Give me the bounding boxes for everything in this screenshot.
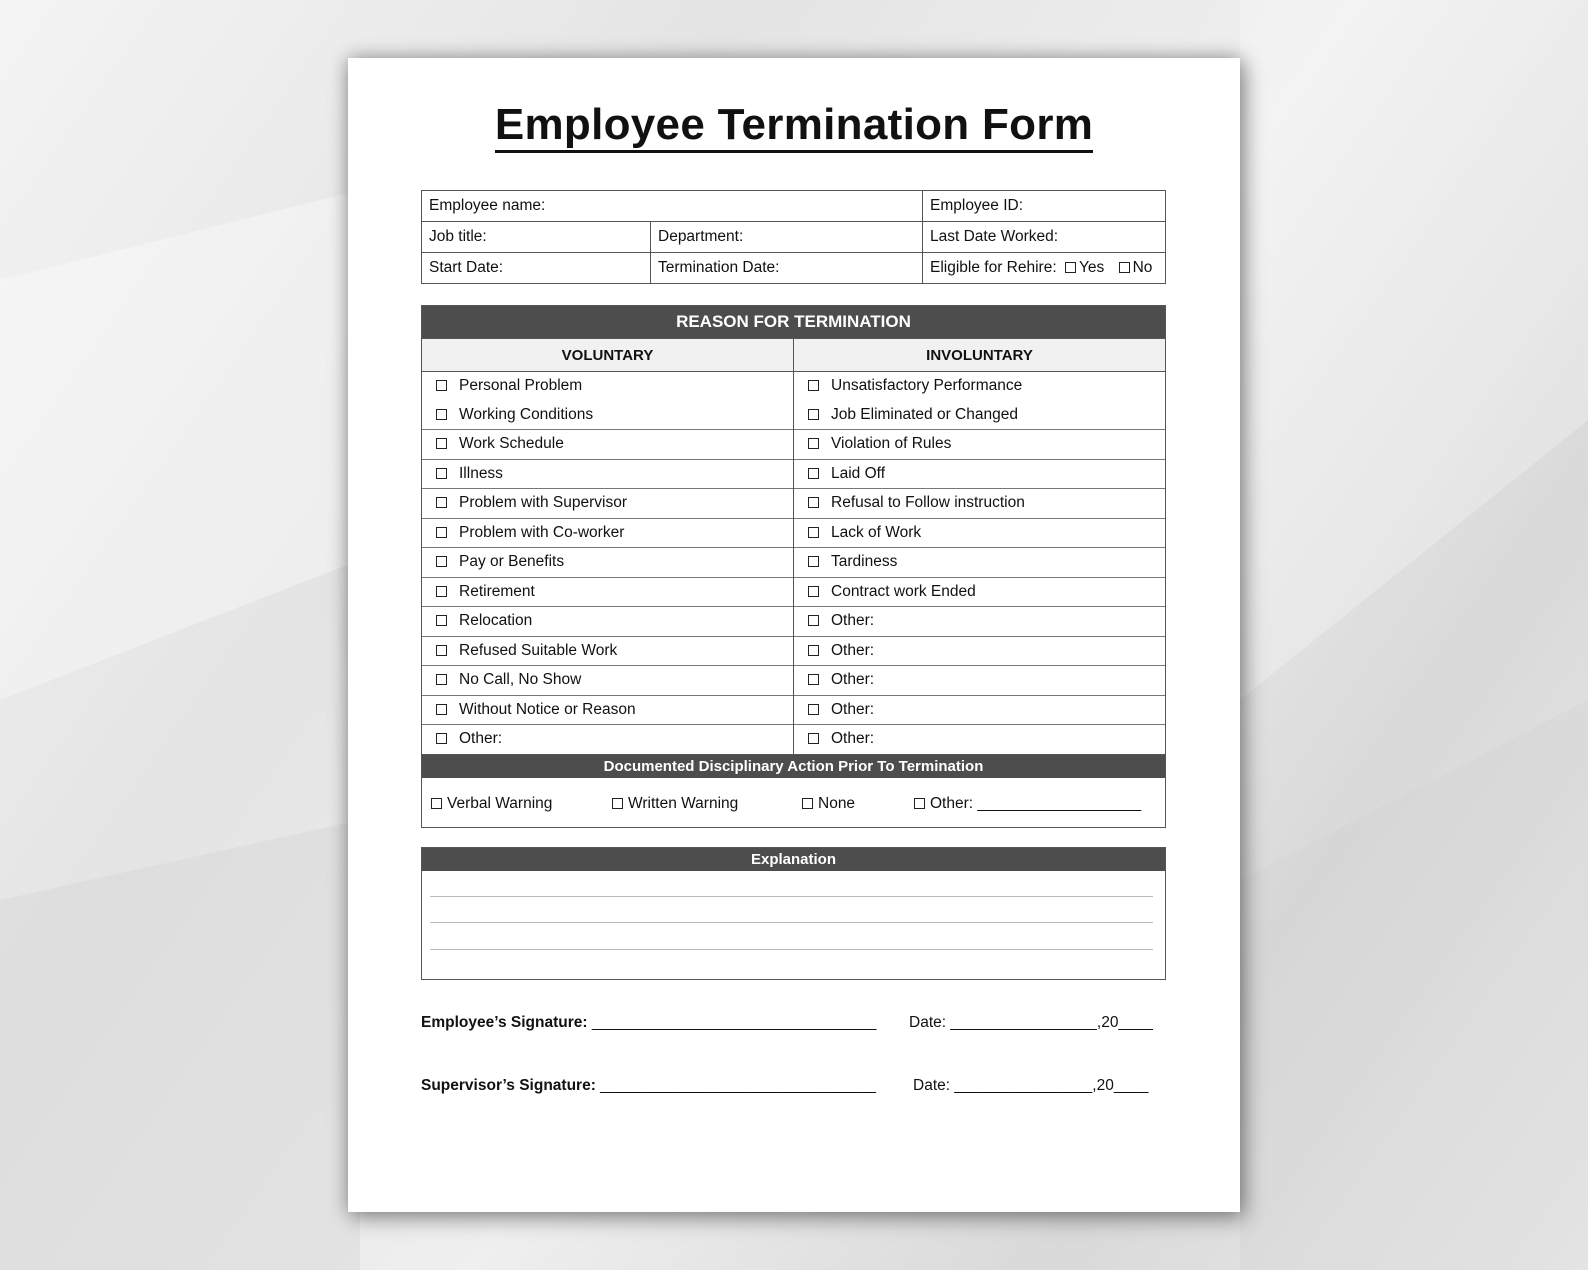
reason-checkbox[interactable]	[436, 380, 447, 391]
rehire-yes-label: Yes	[1078, 259, 1105, 276]
reason-label: Other:	[831, 641, 875, 659]
employee-info-table	[421, 190, 1166, 284]
written-warning-checkbox[interactable]	[612, 798, 623, 809]
involuntary-reason-item[interactable]	[794, 725, 1166, 754]
reason-row	[422, 725, 1165, 754]
department-field[interactable]: Department:	[651, 222, 923, 253]
eligible-rehire-label: Eligible for Rehire:	[930, 259, 1057, 276]
reason-checkbox[interactable]	[808, 704, 819, 715]
employee-name-field[interactable]: Employee name:	[422, 191, 923, 222]
reason-checkbox[interactable]	[436, 674, 447, 685]
reason-checkbox[interactable]	[436, 438, 447, 449]
voluntary-reason-item[interactable]	[422, 607, 794, 637]
reason-checkbox[interactable]	[436, 527, 447, 538]
rehire-no-label: No	[1132, 259, 1153, 276]
reason-checkbox[interactable]	[808, 674, 819, 685]
reason-row	[422, 666, 1165, 696]
reason-checkbox[interactable]	[436, 409, 447, 420]
reason-row	[422, 695, 1165, 725]
reason-label: Contract work Ended	[831, 582, 976, 600]
reason-checkbox[interactable]	[436, 704, 447, 715]
employee-signature-row	[421, 1014, 876, 1032]
involuntary-reason-item[interactable]	[794, 489, 1166, 519]
option-label: None	[818, 795, 856, 812]
involuntary-header: INVOLUNTARY	[794, 339, 1166, 372]
reason-checkbox[interactable]	[808, 556, 819, 567]
reason-label: Other:	[459, 730, 503, 748]
reason-label: Problem with Co-worker	[459, 523, 625, 541]
reason-checkbox[interactable]	[436, 468, 447, 479]
involuntary-reason-item[interactable]	[794, 548, 1166, 578]
eligible-rehire-field	[923, 253, 1166, 284]
reason-table	[422, 338, 1165, 754]
reason-row	[422, 548, 1165, 578]
explanation-area[interactable]	[422, 871, 1165, 977]
last-date-worked-field[interactable]: Last Date Worked:	[923, 222, 1166, 253]
job-title-field[interactable]: Job title:	[422, 222, 651, 253]
reason-checkbox[interactable]	[436, 556, 447, 567]
form-page	[348, 58, 1240, 1212]
reason-checkbox[interactable]	[436, 586, 447, 597]
involuntary-reason-item[interactable]	[794, 695, 1166, 725]
reason-label: Laid Off	[831, 464, 886, 482]
voluntary-reason-item[interactable]	[422, 695, 794, 725]
reason-row	[422, 401, 1165, 430]
reason-label: Other:	[831, 671, 875, 689]
none-option[interactable]	[802, 795, 855, 813]
reason-row	[422, 372, 1165, 401]
reason-checkbox[interactable]	[808, 380, 819, 391]
reason-label: Tardiness	[831, 553, 898, 571]
rehire-no-checkbox[interactable]	[1119, 262, 1130, 273]
supervisor-signature-label: Supervisor’s Signature:	[421, 1077, 596, 1094]
explanation-section	[421, 847, 1166, 980]
reason-row	[422, 489, 1165, 519]
other-checkbox[interactable]	[914, 798, 925, 809]
option-label: Other: ___________________	[930, 795, 1142, 812]
verbal-warning-checkbox[interactable]	[431, 798, 442, 809]
reason-label: Other:	[831, 612, 875, 630]
start-date-field[interactable]: Start Date:	[422, 253, 651, 284]
voluntary-reason-item[interactable]	[422, 577, 794, 607]
reason-checkbox[interactable]	[808, 468, 819, 479]
reason-checkbox[interactable]	[436, 733, 447, 744]
explanation-line	[430, 896, 1153, 897]
rehire-yes-checkbox[interactable]	[1065, 262, 1076, 273]
reason-label: Pay or Benefits	[459, 553, 565, 571]
reason-label: Refusal to Follow instruction	[831, 494, 1025, 512]
reason-row	[422, 607, 1165, 637]
involuntary-reason-item[interactable]	[794, 518, 1166, 548]
involuntary-reason-item[interactable]	[794, 666, 1166, 696]
involuntary-reason-item[interactable]	[794, 401, 1166, 430]
involuntary-reason-item[interactable]	[794, 459, 1166, 489]
reason-label: Other:	[831, 730, 875, 748]
reason-row	[422, 430, 1165, 460]
form-title: Employee Termination Form	[348, 100, 1240, 150]
reason-checkbox[interactable]	[808, 409, 819, 420]
reason-section	[421, 305, 1166, 755]
verbal-warning-option[interactable]	[431, 795, 552, 813]
employee-signature-label: Employee’s Signature:	[421, 1014, 588, 1031]
disciplinary-header: Documented Disciplinary Action Prior To Termination	[422, 755, 1165, 778]
reason-checkbox[interactable]	[436, 497, 447, 508]
reason-label: Work Schedule	[459, 435, 564, 453]
involuntary-reason-item[interactable]	[794, 577, 1166, 607]
reason-header: REASON FOR TERMINATION	[422, 306, 1165, 338]
voluntary-reason-item[interactable]	[422, 489, 794, 519]
written-warning-option[interactable]	[612, 795, 738, 813]
involuntary-reason-item[interactable]	[794, 430, 1166, 460]
explanation-line	[430, 949, 1153, 950]
reason-label: No Call, No Show	[459, 671, 582, 689]
disciplinary-options	[422, 778, 1165, 827]
employee-id-field[interactable]: Employee ID:	[923, 191, 1166, 222]
other-option[interactable]	[914, 795, 1141, 813]
reason-checkbox[interactable]	[808, 733, 819, 744]
explanation-header: Explanation	[422, 848, 1165, 871]
reason-checkbox[interactable]	[808, 645, 819, 656]
reason-checkbox[interactable]	[808, 497, 819, 508]
supervisor-signature-row	[421, 1077, 876, 1095]
reason-label: Lack of Work	[831, 523, 922, 541]
reason-checkbox[interactable]	[808, 615, 819, 626]
supervisor-signature-line[interactable]: ________________________________	[600, 1077, 877, 1094]
reason-label: Personal Problem	[459, 377, 583, 395]
reason-label: Violation of Rules	[831, 435, 952, 453]
reason-checkbox[interactable]	[436, 645, 447, 656]
reason-label: Unsatisfactory Performance	[831, 377, 1023, 395]
reason-row	[422, 518, 1165, 548]
reason-label: Illness	[459, 464, 503, 482]
reason-label: Problem with Supervisor	[459, 494, 627, 512]
reason-label: Refused Suitable Work	[459, 641, 618, 659]
disciplinary-section	[421, 754, 1166, 828]
voluntary-reason-item[interactable]	[422, 636, 794, 666]
reason-label: Working Conditions	[459, 405, 594, 423]
reason-label: Relocation	[459, 612, 533, 630]
reason-checkbox[interactable]	[436, 615, 447, 626]
reason-checkbox[interactable]	[808, 438, 819, 449]
involuntary-reason-item[interactable]	[794, 607, 1166, 637]
reason-row	[422, 577, 1165, 607]
reason-checkbox[interactable]	[808, 586, 819, 597]
reason-label: Job Eliminated or Changed	[831, 405, 1018, 423]
employee-signature-line[interactable]: _________________________________	[591, 1014, 877, 1031]
reason-label: Other:	[831, 700, 875, 718]
reason-checkbox[interactable]	[808, 527, 819, 538]
employee-date[interactable]: Date: _________________,20____	[909, 1014, 1153, 1031]
reason-row	[422, 459, 1165, 489]
reason-label: Without Notice or Reason	[459, 700, 636, 718]
option-label: Verbal Warning	[447, 795, 553, 812]
voluntary-reason-item[interactable]	[422, 459, 794, 489]
explanation-line	[430, 922, 1153, 923]
reason-label: Retirement	[459, 582, 535, 600]
involuntary-reason-item[interactable]	[794, 636, 1166, 666]
voluntary-header: VOLUNTARY	[422, 339, 794, 372]
involuntary-reason-item[interactable]	[794, 372, 1166, 401]
termination-date-field[interactable]: Termination Date:	[651, 253, 923, 284]
supervisor-date[interactable]: Date: ________________,20____	[913, 1077, 1149, 1094]
voluntary-reason-item[interactable]	[422, 430, 794, 460]
option-label: Written Warning	[628, 795, 739, 812]
voluntary-reason-item[interactable]	[422, 725, 794, 754]
voluntary-reason-item[interactable]	[422, 372, 794, 401]
voluntary-reason-item[interactable]	[422, 401, 794, 430]
none-checkbox[interactable]	[802, 798, 813, 809]
voluntary-reason-item[interactable]	[422, 666, 794, 696]
reason-row	[422, 636, 1165, 666]
voluntary-reason-item[interactable]	[422, 518, 794, 548]
voluntary-reason-item[interactable]	[422, 548, 794, 578]
